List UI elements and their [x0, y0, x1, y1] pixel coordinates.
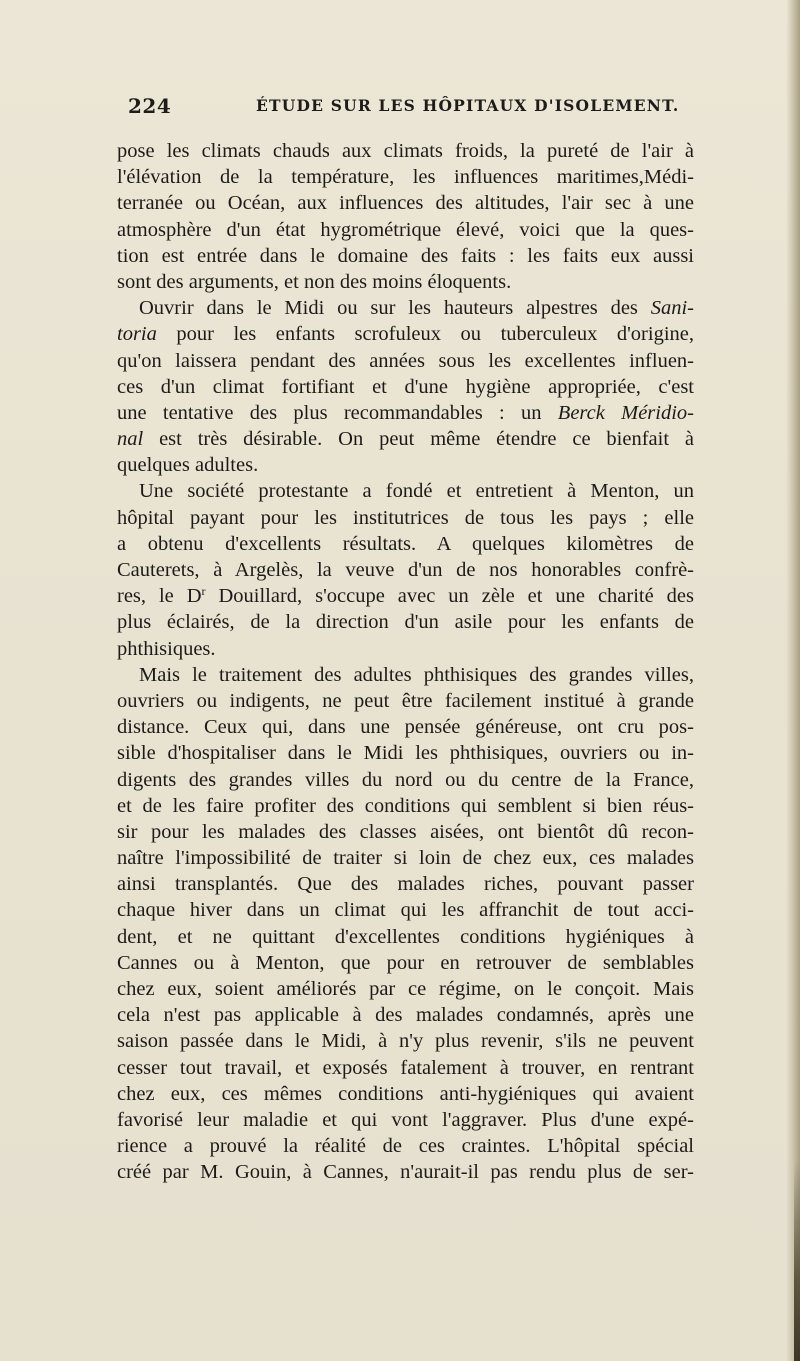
text-line — [117, 1159, 694, 1185]
text-run: saison passée dans le Midi, à n'y plus revenir, s'ils ne peuvent — [117, 1030, 694, 1053]
text-line — [117, 295, 694, 321]
text-line — [117, 321, 694, 347]
text-run: chez eux, ces mêmes conditions anti-hygiéniques qui avaient — [117, 1082, 694, 1105]
text-line — [117, 688, 694, 714]
text-line — [117, 531, 694, 557]
text-run: nal — [117, 428, 144, 451]
text-line — [117, 374, 694, 400]
text-line — [117, 871, 694, 897]
text-run: quelques adultes. — [117, 454, 259, 477]
text-run: a obtenu d'excellents résultats. A quelques kilomètres de — [117, 532, 694, 555]
text-line — [117, 924, 694, 950]
text-line — [117, 1133, 694, 1159]
text-run: qu'on laissera pendant des années sous les excellentes influen- — [117, 349, 694, 372]
text-line — [117, 138, 694, 164]
text-run: Sani- — [650, 297, 694, 320]
text-run: et de les faire profiter des conditions qui semblent si bien réus- — [117, 794, 694, 817]
text-run: sir pour les malades des classes aisées, ont bientôt dû recon- — [117, 820, 694, 843]
text-line — [117, 714, 694, 740]
text-line — [117, 557, 694, 583]
text-line — [117, 976, 694, 1002]
text-line — [117, 1055, 694, 1081]
text-line — [117, 1081, 694, 1107]
text-line — [117, 897, 694, 923]
text-run: terranée ou Océan, aux influences des altitudes, l'air sec à une — [117, 192, 694, 215]
text-line — [117, 636, 694, 662]
text-run: sont des arguments, et non des moins éloquents. — [117, 270, 512, 293]
text-line — [117, 478, 694, 504]
text-line — [117, 164, 694, 190]
text-line — [117, 819, 694, 845]
text-run: l'élévation de la température, les influences maritimes,Médi- — [117, 166, 694, 189]
text-run: rience a prouvé la réalité de ces craintes. L'hôpital spécial — [117, 1135, 694, 1158]
text-run: dent, et ne quittant d'excellentes conditions hygiéniques à — [117, 925, 694, 948]
text-line — [117, 269, 694, 295]
text-run: créé par M. Gouin, à Cannes, n'aurait-il pas rendu plus de ser- — [117, 1161, 694, 1184]
text-run: ouvriers ou indigents, ne peut être facilement institué à grande — [117, 689, 694, 712]
text-line — [117, 740, 694, 766]
text-run: plus éclairés, de la direction d'un asile pour les enfants de — [117, 611, 694, 634]
text-run: atmosphère d'un état hygrométrique élevé, voici que la ques- — [117, 218, 694, 241]
text-run: toria — [117, 323, 157, 346]
text-run: distance. Ceux qui, dans une pensée généreuse, ont cru pos- — [117, 716, 694, 739]
text-run: sible d'hospitaliser dans le Midi les phthisiques, ouvriers ou in- — [117, 742, 694, 765]
text-run: chez eux, soient améliorés par ce régime, on le conçoit. Mais — [117, 978, 694, 1000]
text-line — [117, 452, 694, 478]
text-run: res, le D — [117, 585, 202, 608]
text-line — [117, 583, 694, 609]
text-run: cela n'est pas applicable à des malades condamnés, après une — [117, 1004, 694, 1027]
body-text — [117, 138, 694, 1186]
text-line — [117, 845, 694, 871]
running-header — [128, 94, 693, 120]
page-number: 224 — [128, 94, 172, 118]
text-run: hôpital payant pour les institutrices de tous les pays ; elle — [117, 506, 694, 529]
text-run: cesser tout travail, et exposés fatalement à trouver, en rentrant — [117, 1056, 694, 1079]
text-run: r — [201, 584, 206, 599]
text-line — [117, 950, 694, 976]
text-run: est très désirable. On peut même étendre ce bienfait à — [143, 428, 694, 451]
text-run: phthisiques. — [117, 637, 216, 660]
text-run: favorisé leur maladie et qui vont l'aggraver. Plus d'une expé- — [117, 1108, 694, 1131]
text-line — [117, 505, 694, 531]
text-line — [117, 793, 694, 819]
text-line — [117, 1107, 694, 1133]
text-line — [117, 1028, 694, 1054]
text-run: une tentative des plus recommandables : un — [117, 401, 558, 424]
page-edge-shadow — [786, 0, 800, 1361]
text-run: ces d'un climat fortifiant et d'une hygiène appropriée, c'est — [117, 375, 694, 398]
text-run: Cannes ou à Menton, que pour en retrouver de semblables — [117, 951, 694, 974]
text-run: Une société protestante a fondé et entretient à Menton, un — [139, 480, 694, 503]
text-line — [117, 190, 694, 216]
text-line — [117, 1002, 694, 1028]
text-run: naître l'impossibilité de traiter si loin de chez eux, ces malades — [117, 847, 694, 870]
text-run: Ouvrir dans le Midi ou sur les hauteurs alpestres des — [139, 297, 651, 320]
text-run: tion est entrée dans le domaine des faits : les faits eux aussi — [117, 244, 694, 267]
text-run: Cauterets, à Argelès, la veuve d'un de nos honorables confrè- — [117, 559, 694, 581]
text-line — [117, 426, 694, 452]
text-line — [117, 217, 694, 243]
text-line — [117, 609, 694, 635]
page-edge-dark — [794, 1160, 800, 1361]
text-run: Mais le traitement des adultes phthisiques des grandes villes, — [139, 663, 694, 686]
text-line — [117, 400, 694, 426]
running-title: ÉTUDE SUR LES HÔPITAUX D'ISOLEMENT. — [256, 96, 680, 115]
text-run: pour les enfants scrofuleux ou tuberculeux d'origine, — [156, 323, 694, 346]
text-line — [117, 662, 694, 688]
text-run: digents des grandes villes du nord ou du centre de la France, — [117, 768, 694, 791]
text-line — [117, 767, 694, 793]
text-run: Douillard, s'occupe avec un zèle et une charité des — [205, 585, 694, 608]
text-line — [117, 348, 694, 374]
text-run: ainsi transplantés. Que des malades riches, pouvant passer — [117, 873, 694, 896]
text-run: chaque hiver dans un climat qui les affranchit de tout acci- — [117, 899, 694, 922]
text-line — [117, 243, 694, 269]
text-run: Berck Méridio- — [557, 401, 694, 424]
text-run: pose les climats chauds aux climats froids, la pureté de l'air à — [117, 140, 694, 162]
